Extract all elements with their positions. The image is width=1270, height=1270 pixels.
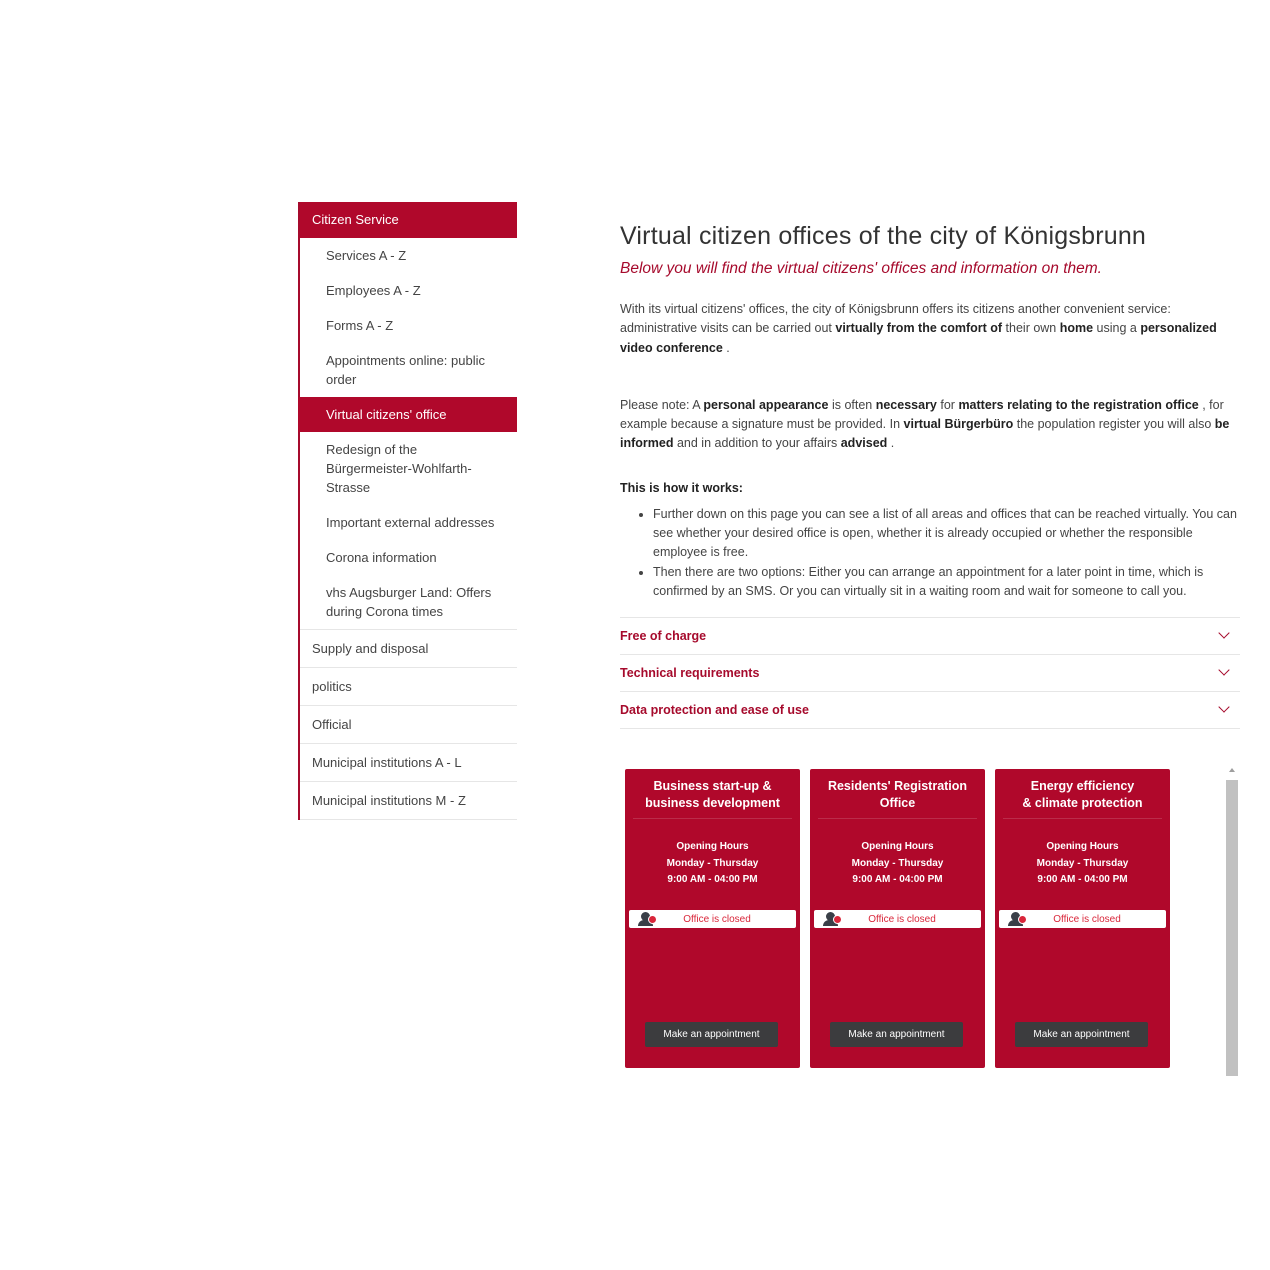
sidebar-item-employees-a-z[interactable]: Employees A - Z	[326, 283, 421, 298]
card-hours: Opening Hours Monday - Thursday 9:00 AM - 04:00 PM	[851, 841, 944, 885]
status-badge	[999, 910, 1166, 928]
sidebar-item-forms-a-z[interactable]: Forms A - Z	[326, 318, 394, 333]
sidebar-item-external-addresses[interactable]: Important external addresses	[326, 515, 495, 530]
accordion-label: Data protection and ease of use	[620, 703, 809, 718]
how-it-works-list	[620, 505, 1240, 601]
sidebar-sub-list	[300, 238, 517, 629]
make-appointment-button[interactable]: Make an appointment	[645, 1022, 778, 1047]
card-title: Residents' Registration Office	[827, 779, 968, 810]
info-accordion	[620, 617, 1240, 729]
sidebar-item-municipal-a-l[interactable]: Municipal institutions A - L	[300, 743, 517, 781]
chevron-down-icon	[1218, 702, 1229, 713]
sidebar-item-virtual-citizens-office[interactable]: Virtual citizens' office	[298, 397, 517, 432]
status-text: Office is closed	[683, 913, 751, 925]
note-paragraph: Please note: A personal appearance is often necessary for matters relating to the registration office , for example because a signature must be provided. In virtual Bürgerbüro the population register you will also be informed and in addition to your affairs advised .	[620, 397, 1230, 451]
status-badge	[629, 910, 796, 928]
scrollbar-thumb[interactable]	[1226, 780, 1238, 1076]
user-offline-icon	[1008, 912, 1026, 926]
list-item: • Further down on this page you can see a list of all areas and offices that can be reached virtually. You can see whether your desired office is open, whether it is already occupied or whether the responsible employee is free.	[653, 505, 1240, 563]
card-hours: Opening Hours Monday - Thursday 9:00 AM - 04:00 PM	[1036, 841, 1129, 885]
sidebar-item-vhs-offers[interactable]: vhs Augsburger Land: Offers during Corona times	[326, 585, 492, 619]
card-divider	[818, 818, 977, 819]
card-title: Energy efficiency & climate protection	[1022, 779, 1143, 810]
accordion-free-of-charge[interactable]	[620, 618, 1240, 655]
scroll-up-arrow-icon[interactable]	[1229, 768, 1235, 772]
office-card-registration	[810, 769, 985, 1068]
status-text: Office is closed	[1053, 913, 1121, 925]
chevron-down-icon	[1218, 628, 1229, 639]
sidebar-item-services-a-z[interactable]: Services A - Z	[326, 248, 407, 263]
accordion-technical-requirements[interactable]	[620, 655, 1240, 692]
sidebar-item-appointments-online[interactable]: Appointments online: public order	[326, 353, 485, 387]
main-content	[620, 218, 1240, 729]
list-item: • Then there are two options: Either you can arrange an appointment for a later point in time, which is confirmed by an SMS. Or you can virtually sit in a waiting room and wait for someone to call you.	[653, 563, 1240, 602]
intro-paragraph: With its virtual citizens' offices, the city of Königsbrunn offers its citizens another convenient service: administrative visits can be carried out virtually from the comfort of their own home using a personalized video conference .	[620, 302, 1217, 355]
sidebar-item-municipal-m-z[interactable]: Municipal institutions M - Z	[300, 781, 517, 820]
chevron-down-icon	[1218, 665, 1229, 676]
sidebar-top-list	[300, 629, 517, 820]
make-appointment-button[interactable]: Make an appointment	[1015, 1022, 1148, 1047]
cards-scrollbar[interactable]	[1226, 765, 1238, 1076]
sidebar-header-citizen-service[interactable]: Citizen Service	[298, 202, 517, 238]
card-divider	[633, 818, 792, 819]
user-offline-icon	[823, 912, 841, 926]
office-card-energy	[995, 769, 1170, 1068]
status-text: Office is closed	[868, 913, 936, 925]
office-cards	[625, 769, 1185, 1069]
accordion-label: Technical requirements	[620, 666, 760, 681]
user-offline-icon	[638, 912, 656, 926]
make-appointment-button[interactable]: Make an appointment	[830, 1022, 963, 1047]
card-hours: Opening Hours Monday - Thursday 9:00 AM - 04:00 PM	[666, 841, 759, 885]
page-title: Virtual citizen offices of the city of Königsbrunn	[620, 222, 1147, 250]
sidebar-item-politics[interactable]: politics	[300, 667, 517, 705]
card-divider	[1003, 818, 1162, 819]
how-it-works-heading: This is how it works:	[620, 480, 743, 495]
sidebar-item-supply-disposal[interactable]: Supply and disposal	[300, 629, 517, 667]
sidebar-nav	[298, 202, 517, 820]
sidebar-item-corona-information[interactable]: Corona information	[326, 550, 437, 565]
page-subtitle: Below you will find the virtual citizens' offices and information on them.	[620, 260, 1102, 277]
sidebar-item-official[interactable]: Official	[300, 705, 517, 743]
card-title: Business start-up & business development	[645, 779, 780, 810]
accordion-label: Free of charge	[620, 629, 707, 644]
status-badge	[814, 910, 981, 928]
office-card-business	[625, 769, 800, 1068]
sidebar-item-redesign-street[interactable]: Redesign of the Bürgermeister-Wohlfarth-Strasse	[326, 442, 472, 495]
accordion-data-protection[interactable]	[620, 692, 1240, 729]
